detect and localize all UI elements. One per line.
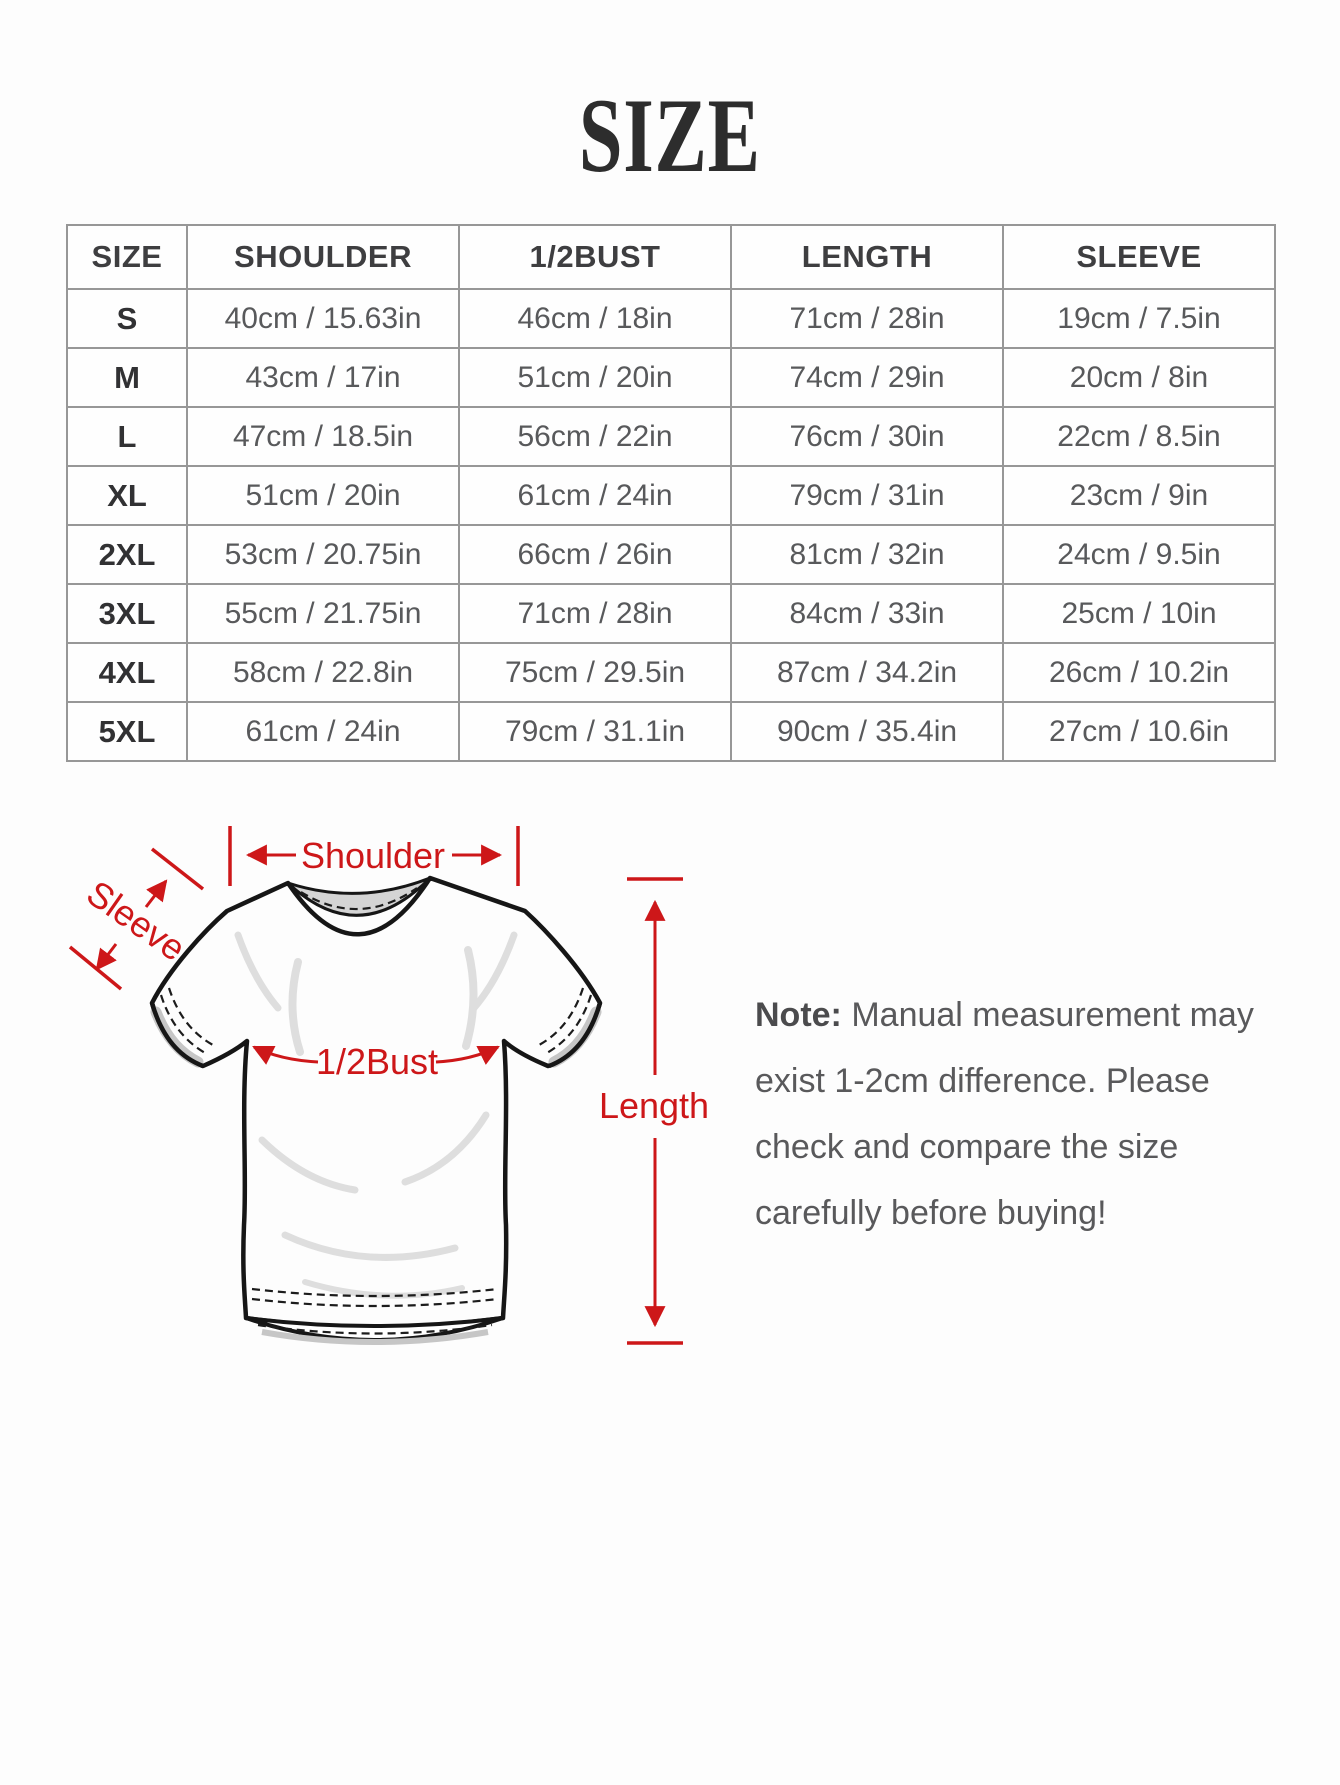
cell-shoulder: 47cm / 18.5in [187, 407, 459, 466]
table-row [67, 702, 1275, 761]
table-row [67, 407, 1275, 466]
note-line: carefully before buying! [755, 1194, 1107, 1232]
cell-bust: 61cm / 24in [459, 466, 731, 525]
cell-length: 81cm / 32in [731, 525, 1003, 584]
table-row [67, 289, 1275, 348]
cell-size: 5XL [67, 702, 187, 761]
cell-bust: 51cm / 20in [459, 348, 731, 407]
cell-length: 87cm / 34.2in [731, 643, 1003, 702]
bust-label: 1/2Bust [315, 1041, 439, 1082]
note-line-rest: Manual measurement may [841, 996, 1254, 1034]
page-title: SIZE [579, 77, 761, 194]
cell-size: M [67, 348, 187, 407]
length-dimension [599, 879, 709, 1343]
cell-shoulder: 61cm / 24in [187, 702, 459, 761]
cell-shoulder: 43cm / 17in [187, 348, 459, 407]
table-header-row [67, 225, 1275, 289]
cell-sleeve: 23cm / 9in [1003, 466, 1275, 525]
cell-bust: 66cm / 26in [459, 525, 731, 584]
cell-length: 71cm / 28in [731, 289, 1003, 348]
cell-shoulder: 53cm / 20.75in [187, 525, 459, 584]
cell-length: 90cm / 35.4in [731, 702, 1003, 761]
tshirt-collar [288, 878, 430, 915]
note-prefix: Note: [755, 996, 842, 1034]
cell-sleeve: 22cm / 8.5in [1003, 407, 1275, 466]
shoulder-label: Shoulder [300, 835, 446, 876]
page-title-wrap [0, 77, 1340, 194]
cell-shoulder: 51cm / 20in [187, 466, 459, 525]
cell-sleeve: 27cm / 10.6in [1003, 702, 1275, 761]
cell-length: 84cm / 33in [731, 584, 1003, 643]
cell-sleeve: 20cm / 8in [1003, 348, 1275, 407]
col-header-sleeve: SLEEVE [1003, 225, 1275, 289]
table-row [67, 525, 1275, 584]
tshirt-left-cuff [152, 988, 213, 1066]
cell-sleeve: 26cm / 10.2in [1003, 643, 1275, 702]
col-header-shoulder: SHOULDER [187, 225, 459, 289]
cell-sleeve: 24cm / 9.5in [1003, 525, 1275, 584]
col-header-size: SIZE [67, 225, 187, 289]
cell-size: L [67, 407, 187, 466]
cell-bust: 75cm / 29.5in [459, 643, 731, 702]
tshirt-hem [246, 1289, 503, 1342]
cell-sleeve: 19cm / 7.5in [1003, 289, 1275, 348]
table-row [67, 466, 1275, 525]
tshirt-outline [152, 878, 600, 1342]
cell-shoulder: 58cm / 22.8in [187, 643, 459, 702]
cell-length: 74cm / 29in [731, 348, 1003, 407]
length-label: Length [598, 1085, 710, 1126]
shoulder-dimension [230, 826, 518, 886]
cell-size: 2XL [67, 525, 187, 584]
cell-sleeve: 25cm / 10in [1003, 584, 1275, 643]
col-header-bust: 1/2BUST [459, 225, 731, 289]
cell-bust: 79cm / 31.1in [459, 702, 731, 761]
note-line: exist 1-2cm difference. Please [755, 1062, 1210, 1100]
cell-bust: 46cm / 18in [459, 289, 731, 348]
cell-size: XL [67, 466, 187, 525]
cell-size: S [67, 289, 187, 348]
bust-dimension [254, 1041, 498, 1082]
cell-length: 79cm / 31in [731, 466, 1003, 525]
cell-bust: 71cm / 28in [459, 584, 731, 643]
tshirt-right-cuff [539, 988, 600, 1066]
cell-length: 76cm / 30in [731, 407, 1003, 466]
note-text [755, 982, 1315, 1246]
size-table [66, 224, 1276, 762]
table-row [67, 348, 1275, 407]
cell-size: 3XL [67, 584, 187, 643]
cell-bust: 56cm / 22in [459, 407, 731, 466]
note-line: check and compare the size [755, 1128, 1179, 1166]
col-header-length: LENGTH [731, 225, 1003, 289]
cell-shoulder: 40cm / 15.63in [187, 289, 459, 348]
sleeve-label: Sleeve [79, 872, 194, 969]
table-row [67, 643, 1275, 702]
note-line [755, 982, 1315, 1048]
cell-size: 4XL [67, 643, 187, 702]
cell-shoulder: 55cm / 21.75in [187, 584, 459, 643]
sleeve-dimension [70, 849, 203, 989]
table-row [67, 584, 1275, 643]
